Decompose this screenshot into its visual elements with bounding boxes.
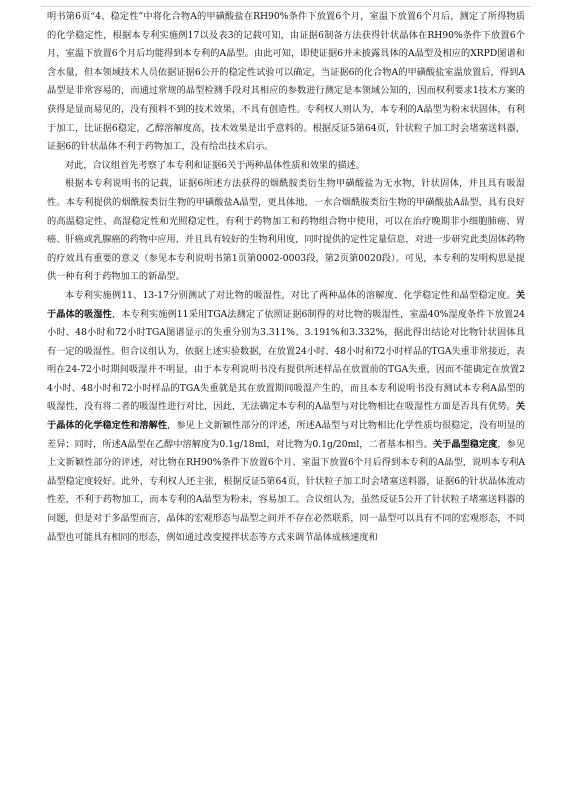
paragraph-text: ，本专利实施例11采用TGA法测定了依照证据6制得的对比物的吸湿性，室温40%湿度条件下放置24小时、48小时和72小时TGA图谱显示的失重分别为3.311%、3.191%和3.332%，据此得出结论对比物针状固体具有一定的吸湿性。但合议组认为，依据上述实验数据，在放置24小时、48小时和72小时样品的TGA失重非常接近，表明在24-72小时期间吸湿并不明显，由于本专利说明书没有提供所述样品在放置前的TGA失重，因而不能确定在放置24小时、48小时和72小时样品的TGA失重就是其在放置期间吸湿产生的，而且本专利说明书没有测试本专利A晶型的吸湿性，没有将二者的吸湿性进行对比，因此，无法确定本专利的A晶型与对比物相比在吸湿性方面是否具有优势。 [47, 308, 526, 413]
paragraph-p4 [47, 287, 525, 547]
paragraph-text: 本专利实施例11、13-17分别测试了对比物的吸湿性，对比了两种晶体的溶解度、化学稳定性和晶型稳定度。 [65, 289, 516, 301]
paragraph-p3 [47, 175, 525, 287]
paragraph-p2 [47, 157, 525, 176]
paragraph-p1 [47, 8, 525, 157]
paragraph-text: 根据本专利说明书的记载，证据6所述方法获得的烟酰胺类衍生物甲磺酸盐为无水物，针状固体，并且具有吸湿性。本专利提供的烟酰胺类衍生物的甲磺酸盐A晶型，更具体地，一水合烟酰胺类衍生物的甲磺酸盐A晶型，具有良好的高温稳定性、高湿稳定性和光照稳定性，有利于药物加工和药物组合物中使用，可以在治疗晚期非小细胞肺癌、胃癌、肝癌或乳腺癌的药物中应用，并且具有较好的生物利用度，同时提供的定性定量信息，对进一步研究此类固体药物的疗效具有重要的意义（参见本专利说明书第1页第0002-0003段，第2页第0020段）。可见，本专利的发明构思是提供一种有利于药物加工的新晶型。 [47, 178, 525, 283]
bold-heading-text: 关于晶体的化学稳定性和溶解性 [47, 401, 525, 432]
bold-heading-text: 关于晶型稳定度 [432, 438, 498, 450]
bold-heading-text: 关于晶体的吸湿性 [47, 289, 525, 320]
paragraph-text: ，参见上文新颖性部分的评述，所述A晶型与对比物相比化学性质均很稳定，没有明显的差异；同时，所述A晶型在乙醇中溶解度为0.1g/18ml，对比物为0.1g/20ml，二者基本相当。 [47, 420, 525, 450]
top-divider [41, 6, 531, 7]
paragraph-text: 对此，合议组首先考察了本专利和证据6关于两种晶体性质和效果的描述。 [65, 159, 365, 171]
paragraph-text: ，参见上文新颖性部分的评述，对比物在RH90%条件下放置6个月、室温下放置6个月后得到本专利的A晶型，说明本专利A晶型稳定度较好。此外，专利权人还主张，根据反证5第64页，针状粒子加工时会堵塞送料器，证据6的针状晶体流动性差，不利于药物加工，而本专利的A晶型为粉末，容易加工。合议组认为，虽然反证5公开了针状粒子堵塞送料器的问题，但是对于多晶型而言，晶体的宏观形态与晶型之间并不存在必然联系，同一晶型可以具有不同的宏观形态，不同晶型也可能具有相同的形态，例如通过改变搅拌状态等方式来调节晶体成核速度和 [47, 438, 526, 543]
paragraph-text: 明书第6页“4、稳定性”中将化合物A的甲磺酸盐在RH90%条件下放置6个月，室温下放置6个月后，测定了所得物质的化学稳定性，根据本专利实施例17以及表3的记载可知，由证据6制备方法获得针状晶体在RH90%条件下放置6个月，室温下放置6个月后均能得到本专利的A晶型。由此可知，即使证据6并未披露具体的A晶型及相应的XRPD图谱和含水量，但本领域技术人员依据证据6公开的稳定性试验可以确定，当证据6的化合物A的甲磺酸盐室温放置后，得到A晶型是非常容易的，而通过常规的晶型检测手段对其相应的参数进行测定是本领域公知的，因而权利要求1技术方案的获得是显而易见的，没有预料不到的技术效果，不具有创造性。专利权人则认为，本专利的A晶型为粉末状固体，有利于加工，比证据6稳定，乙醇溶解度高，技术效果是出乎意料的。根据反证5第64页，针状粒子加工时会堵塞送料器，证据6的针状晶体不利于药物加工，没有给出技术启示。 [47, 11, 525, 153]
document-body [47, 8, 525, 547]
